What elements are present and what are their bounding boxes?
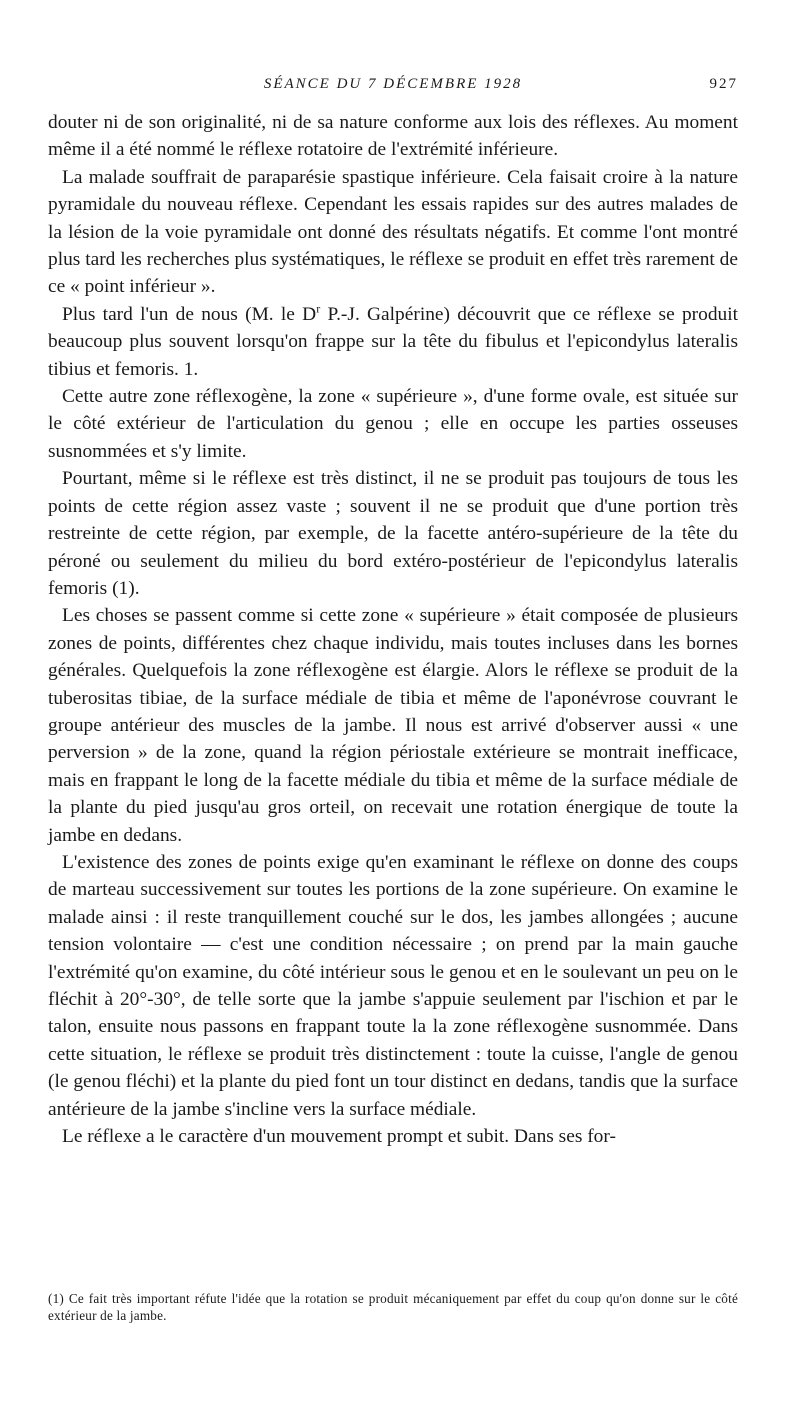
page-number: 927 <box>709 76 738 92</box>
superscript: r <box>316 301 321 316</box>
paragraph: Le réflexe a le caractère d'un mouvement prompt et subit. Dans ses for- <box>62 1126 616 1148</box>
paragraph-text: P.-J. Galpérine) découvrit que ce réflexe se produit beaucoup plus souvent lorsqu'on frappe sur la tête du fibulus et l'epicondylus lateralis tibius et femoris. 1. <box>48 303 738 380</box>
footnote-text: (1) Ce fait très important réfute l'idée que la rotation se produit mécaniquement par effet du coup qu'on donne sur le côté extérieur de la jambe. <box>48 1291 738 1323</box>
body-text <box>48 109 738 1150</box>
paragraph <box>48 301 738 383</box>
running-title: SÉANCE DU 7 DÉCEMBRE 1928 <box>263 76 523 92</box>
paragraph: Cette autre zone réflexogène, la zone « supérieure », d'une forme ovale, est située sur le côté extérieur de l'articulation du genou ; elle en occupe les parties osseuses susnommées et s'y limite. <box>48 386 738 462</box>
paragraph-text: Plus tard l'un de nous (M. le D <box>62 303 317 325</box>
paragraph: Les choses se passent comme si cette zone « supérieure » était composée de plusieurs zones de points, différentes chez chaque individu, mais toutes incluses dans les bornes générales. Quelquefois la zone réflexogène est élargie. Alors le réflexe se produit de la tuberositas tibiae, de la surface médiale de tibia et même de l'aponévrose couvrant le groupe antérieur des muscles de la jambe. Il nous est arrivé d'observer aussi « une perversion » de la zone, quand la région périostale extérieure se montrait inefficace, mais en frappant le long de la facette médiale du tibia et même de la surface médiale de la plante du pied jusqu'au gros orteil, on recevait une rotation énergique de toute la jambe en dedans. <box>48 605 738 846</box>
paragraph: douter ni de son originalité, ni de sa nature conforme aux lois des réflexes. Au moment même il a été nommé le réflexe rotatoire de l'extrémité inférieure. <box>48 112 738 161</box>
paragraph: La malade souffrait de paraparésie spastique inférieure. Cela faisait croire à la nature pyramidale du nouveau réflexe. Cependant les essais rapides sur des autres malades de la lésion de la voie pyramidale ont donné des résultats négatifs. Et comme l'ont montré plus tard les recherches plus systématiques, le réflexe se produit en effet très rarement de ce « point inférieur ». <box>48 166 738 298</box>
footnote <box>48 1290 738 1324</box>
running-header <box>48 74 738 104</box>
paragraph: L'existence des zones de points exige qu'en examinant le réflexe on donne des coups de marteau successivement sur toutes les portions de la zone supérieure. On examine le malade ainsi : il reste tranquillement couché sur le dos, les jambes allongées ; aucune tension volontaire — c'est une condition nécessaire ; on prend par la main gauche l'extrémité qu'on examine, du côté intérieur sous le genou et en le soulevant un peu on le fléchit à 20°-30°, de telle sorte que la jambe s'appuie seulement par l'ischion et par le talon, ensuite nous passons en frappant toute la la zone réflexogène susnommée. Dans cette situation, le réflexe se produit très distinctement : toute la cuisse, l'angle de genou (le genou fléchi) et la plante du pied font un tour distinct en dedans, tandis que la surface antérieure de la jambe s'incline vers la surface médiale. <box>48 851 738 1120</box>
paragraph: Pourtant, même si le réflexe est très distinct, il ne se produit pas toujours de tous les points de cette région assez vaste ; souvent il ne se produit que d'une portion très restreinte de cette région, par exemple, de la facette antéro-supérieure de la tête du péroné ou seulement du milieu du bord extéro-postérieur de l'epicondylus lateralis femoris (1). <box>48 468 738 599</box>
